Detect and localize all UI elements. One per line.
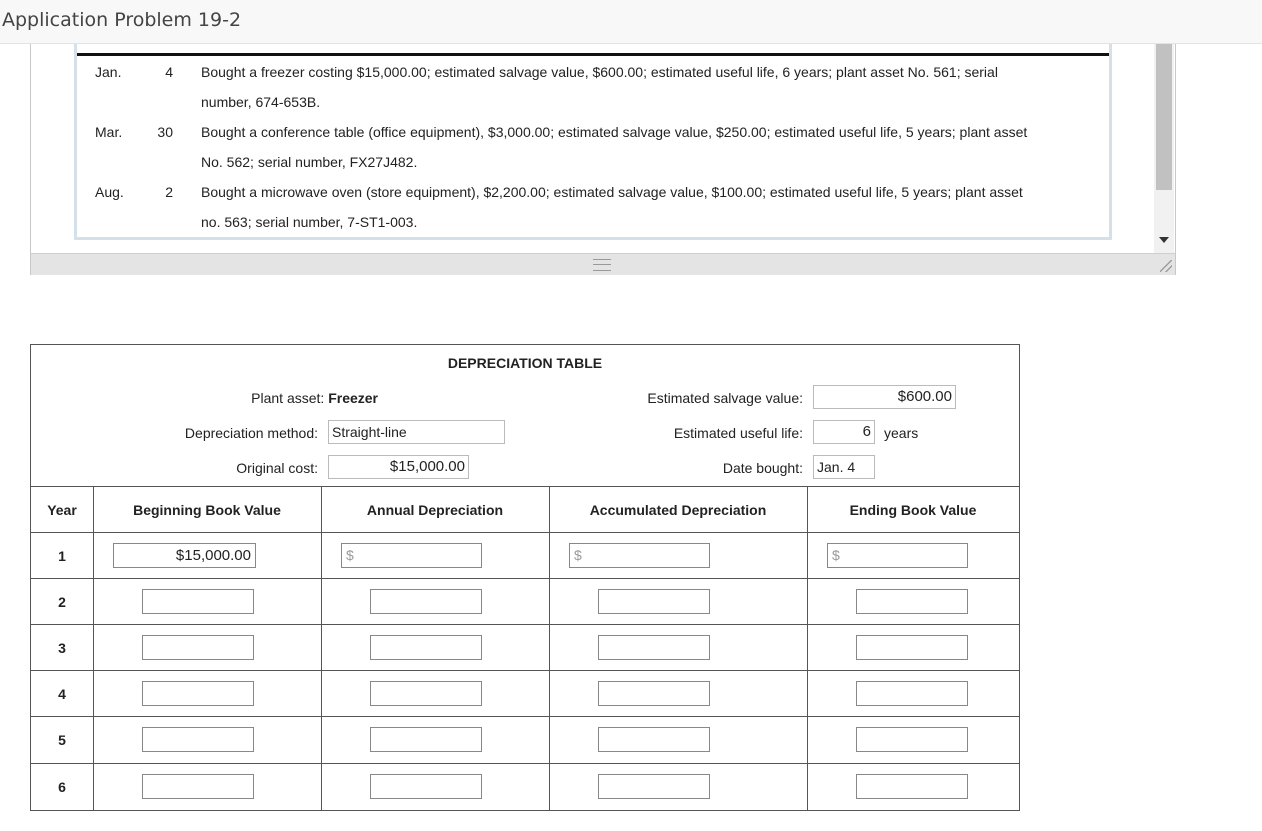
- grid-line: [31, 578, 1019, 579]
- grid-line: [807, 486, 808, 810]
- original-cost-label: Original cost:: [236, 460, 318, 476]
- beginning-book-value-input[interactable]: [142, 774, 254, 799]
- grid-line: [31, 716, 1019, 717]
- salvage-value-label: Estimated salvage value:: [647, 390, 803, 406]
- ending-book-value-input[interactable]: [856, 681, 968, 706]
- transaction-description: [201, 57, 1096, 117]
- annual-depreciation-input[interactable]: [370, 589, 482, 614]
- column-header-annual-depreciation: Annual Depreciation: [366, 502, 504, 518]
- depreciation-table: [30, 344, 1020, 811]
- transaction-day: 2: [165, 184, 173, 200]
- column-header-ending-book-value: Ending Book Value: [849, 502, 977, 518]
- depreciation-method-field[interactable]: Straight-line: [328, 420, 505, 444]
- year-label: 2: [58, 594, 66, 610]
- accumulated-depreciation-input[interactable]: [598, 589, 710, 614]
- annual-depreciation-input[interactable]: [370, 681, 482, 706]
- beginning-book-value-input[interactable]: [142, 635, 254, 660]
- grip-icon[interactable]: [593, 259, 611, 271]
- scrollbar-thumb[interactable]: [1156, 44, 1172, 190]
- annual-depreciation-input[interactable]: [370, 727, 482, 752]
- panel-resize-bar[interactable]: [31, 253, 1175, 275]
- scroll-down-arrow-icon[interactable]: [1159, 237, 1169, 243]
- year-label: 6: [58, 779, 66, 795]
- accumulated-depreciation-input[interactable]: [598, 727, 710, 752]
- plant-asset-row: [151, 390, 378, 406]
- resize-corner-icon[interactable]: [1160, 260, 1172, 272]
- dollar-prefix: $: [832, 547, 840, 563]
- grid-line: [93, 486, 94, 810]
- ending-book-value-input[interactable]: [856, 635, 968, 660]
- useful-life-field[interactable]: 6: [813, 420, 875, 444]
- transaction-line: No. 562; serial number, FX27J482.: [201, 154, 418, 170]
- grid-line: [31, 670, 1019, 671]
- beginning-book-value-input[interactable]: [142, 681, 254, 706]
- ending-book-value-input[interactable]: [827, 543, 968, 568]
- transaction-description: [201, 177, 1096, 237]
- year-label: 1: [58, 548, 66, 564]
- salvage-value-field[interactable]: $600.00: [813, 385, 956, 409]
- problem-text-panel: [30, 44, 1176, 275]
- beginning-book-value-input[interactable]: [142, 727, 254, 752]
- transaction-line: number, 674-653B.: [201, 94, 321, 110]
- column-header-row: [31, 486, 1019, 533]
- transaction-line: Bought a conference table (office equipment), $3,000.00; estimated salvage value, $250.00; estimated useful life, 5 years; plant asset: [201, 124, 1028, 140]
- useful-life-unit: years: [884, 425, 919, 441]
- year-label: 3: [58, 640, 66, 656]
- table-title: DEPRECIATION TABLE: [447, 355, 603, 371]
- beginning-book-value-input[interactable]: [142, 589, 254, 614]
- ending-book-value-input[interactable]: [856, 774, 968, 799]
- accumulated-depreciation-input[interactable]: [598, 635, 710, 660]
- accumulated-depreciation-input[interactable]: [569, 543, 710, 568]
- column-header-beginning-book-value: Beginning Book Value: [133, 502, 281, 518]
- ending-book-value-input[interactable]: [856, 589, 968, 614]
- transaction-day: 30: [157, 124, 173, 140]
- transaction-month: Mar.: [95, 124, 123, 140]
- transaction-line: no. 563; serial number, 7-ST1-003.: [201, 214, 418, 230]
- transaction-month: Jan.: [95, 64, 122, 80]
- transaction-month: Aug.: [95, 184, 124, 200]
- vertical-scrollbar[interactable]: [1154, 44, 1174, 253]
- grid-line: [31, 532, 1019, 533]
- useful-life-label: Estimated useful life:: [673, 425, 803, 441]
- depreciation-method-label: Depreciation method:: [184, 425, 318, 441]
- beginning-book-value-input[interactable]: $15,000.00: [113, 543, 256, 568]
- transaction-line: Bought a microwave oven (store equipment), $2,200.00; estimated salvage value, $100.00; estimated useful life, 5 years; plant asset: [201, 184, 1023, 200]
- column-header-accumulated-depreciation: Accumulated Depreciation: [589, 502, 767, 518]
- grid-line: [321, 486, 322, 810]
- grid-line: [549, 486, 550, 810]
- annual-depreciation-input[interactable]: [370, 635, 482, 660]
- original-cost-field[interactable]: $15,000.00: [328, 455, 469, 479]
- plant-asset-value: Freezer: [328, 390, 378, 406]
- transaction-line: Bought a freezer costing $15,000.00; estimated salvage value, $600.00; estimated useful life, 6 years; plant asset No. 561; serial: [201, 64, 998, 80]
- plant-asset-label: Plant asset:: [251, 390, 325, 406]
- transaction-day: 4: [165, 64, 173, 80]
- ending-book-value-input[interactable]: [856, 727, 968, 752]
- annual-depreciation-input[interactable]: [370, 774, 482, 799]
- title-bar: [0, 0, 1262, 44]
- grid-line: [31, 763, 1019, 764]
- annual-depreciation-input[interactable]: [341, 543, 482, 568]
- date-bought-field[interactable]: Jan. 4: [813, 455, 875, 479]
- window-title: Application Problem 19-2: [2, 9, 242, 31]
- year-label: 4: [58, 686, 66, 702]
- accumulated-depreciation-input[interactable]: [598, 774, 710, 799]
- divider: [77, 53, 1109, 56]
- dollar-prefix: $: [574, 547, 582, 563]
- grid-line: [31, 624, 1019, 625]
- date-bought-label: Date bought:: [722, 460, 803, 476]
- transactions-box: [74, 44, 1112, 240]
- transaction-description: [201, 117, 1096, 177]
- column-header-year: Year: [47, 502, 77, 518]
- year-label: 5: [58, 732, 66, 748]
- dollar-prefix: $: [346, 547, 354, 563]
- accumulated-depreciation-input[interactable]: [598, 681, 710, 706]
